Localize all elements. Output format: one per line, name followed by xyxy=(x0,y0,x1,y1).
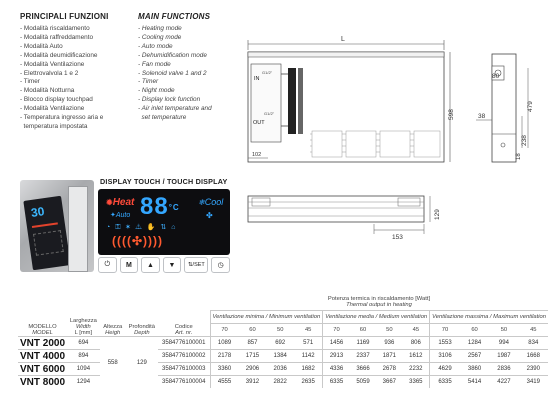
dim-18-label: 18 xyxy=(516,153,522,160)
value-cell: 3360 xyxy=(210,363,239,376)
dim-38-label: 38 xyxy=(478,113,486,120)
model-cell: VNT 6000 xyxy=(20,363,66,375)
temp-unit: °C xyxy=(168,203,180,213)
group-min: Ventilazione minima / Minimum ventilation xyxy=(210,311,323,324)
temp-header: 50 xyxy=(386,327,393,333)
temp-header: 70 xyxy=(323,324,350,337)
header-depth xyxy=(126,294,158,337)
temp-header: 50 xyxy=(277,327,284,333)
width-cell: 1094 xyxy=(67,363,100,376)
value-cell: 1612 xyxy=(403,350,430,363)
temp-value: 88 xyxy=(140,193,169,220)
temp-header: 60 xyxy=(249,327,256,333)
header-height xyxy=(100,294,126,337)
header-width-it: Larghezza xyxy=(69,318,97,324)
value-cell: 3419 xyxy=(519,376,548,389)
value-cell: 692 xyxy=(266,337,294,350)
model-cell: VNT 2000 xyxy=(20,337,66,349)
cool-text: Cool xyxy=(204,197,224,207)
value-cell: 2567 xyxy=(460,350,489,363)
heat-text: Heat xyxy=(112,197,135,208)
value-cell: 3860 xyxy=(460,363,489,376)
value-cell: 3666 xyxy=(350,363,376,376)
table-row xyxy=(18,350,548,363)
value-cell: 1089 xyxy=(210,337,239,350)
mode-button[interactable]: M xyxy=(120,257,139,273)
header-code-en: Art. nr. xyxy=(175,330,193,336)
spec-table xyxy=(18,294,548,388)
list-item: - Modalità Ventilazione xyxy=(20,60,85,68)
model-cell: VNT 8000 xyxy=(20,376,66,388)
down-button[interactable]: ▼ xyxy=(163,257,182,273)
value-cell: 1682 xyxy=(294,363,323,376)
value-cell: 936 xyxy=(376,337,402,350)
out-label: OUT xyxy=(253,120,265,126)
list-item: - Display lock function xyxy=(138,96,201,104)
list-item: set temperature xyxy=(138,114,187,122)
width-cell: 694 xyxy=(67,337,100,350)
list-item: - Fan mode xyxy=(138,60,171,68)
top-view-body xyxy=(248,196,424,222)
code-cell: 3584776100004 xyxy=(158,376,210,389)
functions-it xyxy=(20,12,130,132)
value-cell: 1715 xyxy=(239,350,267,363)
width-cell: 894 xyxy=(67,350,100,363)
product-photo xyxy=(20,180,94,272)
header-width-unit: L [mm] xyxy=(74,330,93,336)
photo-panel-temp: 30 xyxy=(30,204,46,220)
dim-l-label: L xyxy=(341,36,345,43)
list-item: - Modalità riscaldamento xyxy=(20,25,90,32)
dim-80-label: 80 xyxy=(492,73,500,80)
header-height-en: Heigh xyxy=(105,330,121,336)
functions-it-list xyxy=(20,25,130,132)
temp-readout xyxy=(140,193,180,221)
table-row xyxy=(18,337,548,350)
auto-icon: ✦ xyxy=(110,212,116,219)
value-cell: 2390 xyxy=(519,363,548,376)
code-cell: 3584776100001 xyxy=(158,337,210,350)
value-cell: 4555 xyxy=(210,376,239,389)
cool-label xyxy=(198,197,223,207)
value-cell: 5414 xyxy=(460,376,489,389)
value-cell: 4336 xyxy=(323,363,350,376)
touch-display xyxy=(98,189,230,255)
photo-panel xyxy=(23,196,70,271)
temp-header: 45 xyxy=(304,327,312,333)
temp-header: 50 xyxy=(500,327,508,333)
functions-en xyxy=(138,12,238,123)
value-cell: 5059 xyxy=(350,376,376,389)
list-item: - Timer xyxy=(138,78,159,86)
list-item: - Blocco display touchpad xyxy=(20,96,93,104)
value-cell: 994 xyxy=(489,337,518,350)
table-row xyxy=(18,376,548,389)
header-width-en: Width xyxy=(75,324,91,330)
spec-table-wrap xyxy=(18,294,548,388)
value-cell: 2678 xyxy=(376,363,402,376)
list-item: - Temperatura ingresso aria e xyxy=(20,114,104,122)
depth-cell: 129 xyxy=(126,337,158,389)
fan-speed-icon: ((((✣)))) xyxy=(112,234,164,248)
value-cell: 1169 xyxy=(350,337,376,350)
value-cell: 857 xyxy=(239,337,267,350)
timer-button[interactable]: ◷ xyxy=(211,257,230,273)
header-power-en: Thermal output in heating xyxy=(346,302,412,308)
dim-129-label: 129 xyxy=(434,209,441,220)
list-item: - Modalità deumidificazione xyxy=(20,51,98,59)
value-cell: 3106 xyxy=(430,350,460,363)
value-cell: 1987 xyxy=(489,350,518,363)
value-cell: 1553 xyxy=(430,337,460,350)
value-cell: 3667 xyxy=(376,376,402,389)
value-cell: 1384 xyxy=(266,350,294,363)
thread-label-bottom: G1/2" xyxy=(264,111,275,116)
header-height-it: Altezza xyxy=(103,324,123,330)
value-cell: 3365 xyxy=(403,376,430,389)
auto-label xyxy=(110,211,130,219)
value-cell: 6335 xyxy=(430,376,460,389)
value-cell: 2822 xyxy=(266,376,294,389)
temp-header: 70 xyxy=(210,324,239,337)
value-cell: 571 xyxy=(294,337,323,350)
temp-header: 70 xyxy=(430,324,460,337)
power-button[interactable]: ⏻ xyxy=(98,257,117,273)
list-item: - Modalità Notturna xyxy=(20,87,75,95)
value-cell: 1284 xyxy=(460,337,489,350)
list-item: - Solenoid valve 1 and 2 xyxy=(138,69,207,77)
functions-en-title: MAIN FUNCTIONS xyxy=(138,12,211,21)
front-view-drawing xyxy=(240,30,460,176)
height-cell: 558 xyxy=(100,337,126,389)
functions-it-title: PRINCIPALI FUNZIONI xyxy=(20,12,109,21)
dim-479-label: 479 xyxy=(527,101,534,112)
temp-header: 45 xyxy=(530,327,537,333)
list-item: - Timer xyxy=(20,78,40,86)
header-model xyxy=(18,294,67,337)
value-cell: 2337 xyxy=(350,350,376,363)
sun-icon: ✹ xyxy=(106,198,113,207)
value-cell: 1668 xyxy=(519,350,548,363)
group-med: Ventilazione media / Medium ventilation xyxy=(323,311,430,324)
header-width xyxy=(67,294,100,337)
code-cell: 3584776100003 xyxy=(158,363,210,376)
group-max: Ventilazione massima / Maximum ventilation xyxy=(430,311,548,324)
value-cell: 2906 xyxy=(239,363,267,376)
header-model-en: MODEL xyxy=(32,330,53,336)
value-cell: 3912 xyxy=(239,376,267,389)
value-cell: 4629 xyxy=(430,363,460,376)
dim-598-label: 598 xyxy=(448,109,455,120)
functions-en-list xyxy=(138,25,238,123)
value-cell: 2232 xyxy=(403,363,430,376)
list-item: - Modalità Auto xyxy=(20,42,63,50)
list-item: - Auto mode xyxy=(138,42,173,50)
value-cell: 6335 xyxy=(323,376,350,389)
value-cell: 834 xyxy=(519,337,548,350)
list-item: - Modalità Ventilazione xyxy=(20,105,85,113)
value-cell: 4227 xyxy=(489,376,518,389)
list-item: - Heating mode xyxy=(138,25,182,32)
thread-label-top: G1/2" xyxy=(262,70,273,75)
list-item: temperatura impostata xyxy=(20,122,88,130)
dim-238-label: 238 xyxy=(521,135,528,146)
temp-header: 45 xyxy=(412,327,420,333)
temp-header: 60 xyxy=(471,327,478,333)
value-cell: 1142 xyxy=(294,350,323,363)
value-cell: 2635 xyxy=(294,376,323,389)
table-row xyxy=(18,363,548,376)
snowflake-icon: ❄ xyxy=(198,198,205,207)
value-cell: 1871 xyxy=(376,350,402,363)
temp-header: 60 xyxy=(359,327,367,333)
value-cell: 2836 xyxy=(489,363,518,376)
top-view-drawing xyxy=(240,186,460,242)
list-item: - Cooling mode xyxy=(138,33,182,41)
display-title: DISPLAY TOUCH / TOUCH DISPLAY xyxy=(100,177,228,186)
value-cell: 2036 xyxy=(266,363,294,376)
control-bar xyxy=(98,257,230,271)
status-icons-row: ◔⚿✶⚠✋⇅⌂ xyxy=(106,224,181,231)
model-cell: VNT 4000 xyxy=(20,350,66,362)
header-power-it: Potenza termica in riscaldamento [Watt] xyxy=(327,296,431,302)
list-item: - Dehumidification mode xyxy=(138,51,207,59)
dim-153-label: 153 xyxy=(392,234,403,241)
dim-102-label: 102 xyxy=(252,152,262,158)
list-item: - Elettrovalvola 1 e 2 xyxy=(20,69,79,77)
header-model-it: MODELLO xyxy=(28,324,57,330)
set-button[interactable]: ⇅/SET xyxy=(184,257,208,273)
heat-label xyxy=(106,197,134,208)
width-cell: 1294 xyxy=(67,376,100,389)
list-item: - Night mode xyxy=(138,87,175,95)
in-label: IN xyxy=(254,76,260,82)
value-cell: 2913 xyxy=(323,350,350,363)
header-code-it: Codice xyxy=(174,324,193,330)
header-code xyxy=(158,294,210,337)
list-item: - Modalità raffreddamento xyxy=(20,33,94,41)
auto-text: Auto xyxy=(115,212,131,219)
value-cell: 2178 xyxy=(210,350,239,363)
fan-icon: ✤ xyxy=(206,211,213,220)
header-depth-it: Profondità xyxy=(128,324,156,330)
up-button[interactable]: ▲ xyxy=(141,257,160,273)
side-view-drawing xyxy=(470,48,545,173)
header-power xyxy=(210,294,548,311)
value-cell: 806 xyxy=(403,337,430,350)
header-depth-en: Depth xyxy=(134,330,150,336)
code-cell: 3584776100002 xyxy=(158,350,210,363)
value-cell: 1456 xyxy=(323,337,350,350)
list-item: - Air inlet temperature and xyxy=(138,105,212,113)
